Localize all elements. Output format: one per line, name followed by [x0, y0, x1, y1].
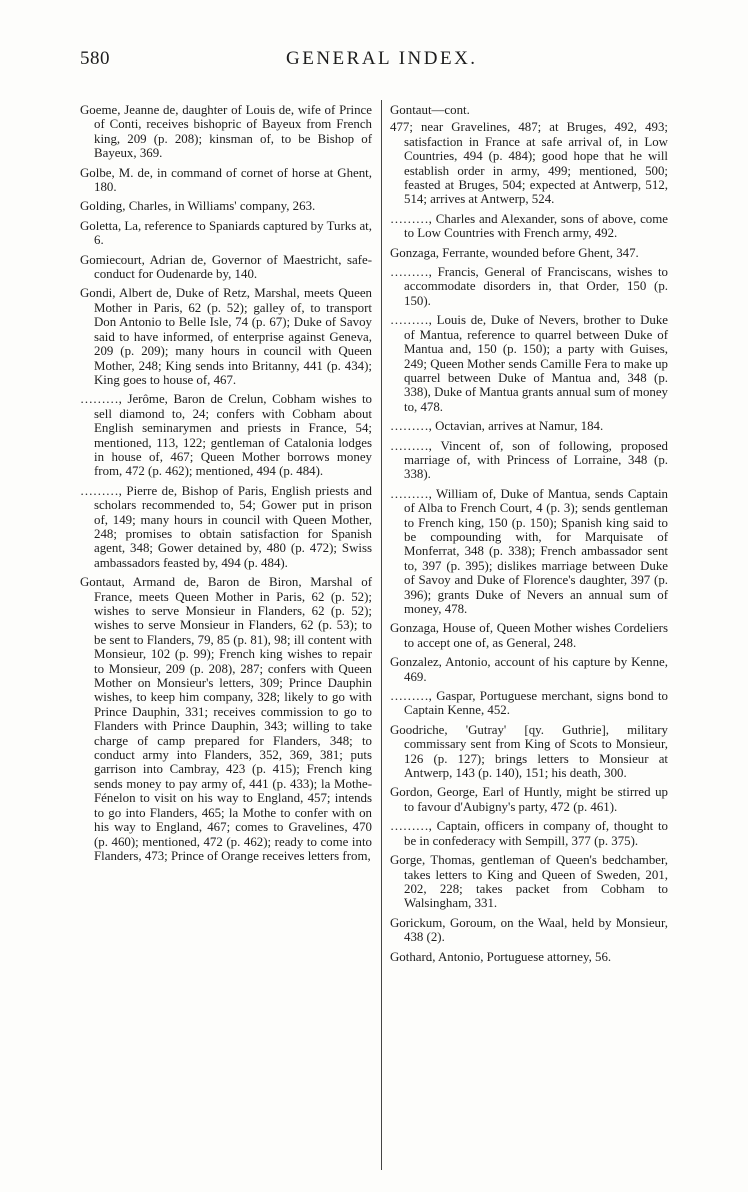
- index-entry: Goletta, La, reference to Spaniards captured by Turks at, 6.: [80, 218, 372, 248]
- index-entry: ………, Jerôme, Baron de Crelun, Cobham wishes to sell diamond to, 24; confers with Cobham about English seminarymen and priests in France, 54; mentioned, 113, 122; gentleman of Catalonia lodges in house of, 467; Queen Mother borrows money from, 472 (p. 462); mentioned, 494 (p. 484).: [80, 392, 372, 479]
- index-entry: ………, Vincent of, son of following, proposed marriage of, with Princess of Lorraine, 348 (p. 338).: [390, 438, 668, 482]
- index-entry: ………, Octavian, arrives at Namur, 184.: [390, 419, 604, 434]
- index-entry: Gorickum, Goroum, on the Waal, held by Monsieur, 438 (2).: [390, 915, 668, 945]
- index-entry: Goeme, Jeanne de, daughter of Louis de, wife of Prince of Conti, receives bishopric of Bayeux from French king, 209 (p. 208); kinsman of, to be Bishop of Bayeux, 369.: [80, 103, 372, 161]
- index-entry: ………, Louis de, Duke of Nevers, brother to Duke of Mantua, reference to quarrel between Duke of Mantua and, 150 (p. 150); a party with Guises, 249; Queen Mother sends Camille Fera to make up quarrel between Duke of Mantua and, 348 (p. 338), Duke of Mantua grants annual sum of money to, 478.: [390, 313, 668, 414]
- continuation-heading: Gontaut—cont.: [390, 103, 470, 117]
- index-entry: Gordon, George, Earl of Huntly, might be stirred up to favour d'Aubigny's party, 472 (p. 461).: [390, 785, 668, 814]
- page-number: 580: [80, 48, 110, 69]
- index-entry: Gonzaga, Ferrante, wounded before Ghent, 347.: [390, 245, 639, 260]
- index-entry: ………, Pierre de, Bishop of Paris, English priests and scholars recommended to, 54; Gower put in prison of, 149; many hours in council with Queen Mother, 248; promises to obtain satisfaction for Spanish agent, 348; Gower detained by, 480 (p. 472); Swiss ambassadors feasted by, 494 (p. 484).: [80, 483, 372, 570]
- index-entry: ………, Charles and Alexander, sons of above, come to Low Countries with French army, 492.: [390, 211, 668, 241]
- index-entry: 477; near Gravelines, 487; at Bruges, 492, 493; satisfaction in France at safe arrival of, in Low Countries, 494 (p. 484); good hope that he will establish order in army, 499; mentioned, 500; feasted at Bruges, 504; expected at Antwerp, 512, 514; arrives at Antwerp, 524.: [390, 120, 668, 207]
- index-entry: Goodriche, 'Gutray' [qy. Guthrie], military commissary sent from King of Scots to Monsieur, 126 (p. 127); brings letters to Monsieur at Antwerp, 143 (p. 140), 151; his death, 300.: [390, 722, 668, 781]
- index-column-left: [80, 103, 372, 868]
- column-divider: [381, 100, 382, 1170]
- index-entry: Gonzaga, House of, Queen Mother wishes Cordeliers to accept one of, as General, 248.: [390, 621, 668, 650]
- running-title: GENERAL INDEX.: [286, 48, 478, 69]
- index-entry: ………, Captain, officers in company of, thought to be in confederacy with Sempill, 377 (p. 375).: [390, 819, 668, 848]
- index-entry: Gonzalez, Antonio, account of his capture by Kenne, 469.: [390, 655, 668, 684]
- index-entry: Golding, Charles, in Williams' company, 263.: [80, 199, 316, 214]
- index-entry: ………, William of, Duke of Mantua, sends Captain of Alba to French Court, 4 (p. 3); sends gentleman to French king, 150 (p. 150); Spanish king said to be compounding with, for Marquisate of Monferrat, 348 (p. 338); French ambassador sent to, 397 (p. 395); dislikes marriage between Duke of Savoy and Duke of Florence's daughter, 397 (p. 396); grants Duke of Nevers an annual sum of money, 478.: [390, 486, 668, 616]
- index-entry: Gontaut, Armand de, Baron de Biron, Marshal of France, meets Queen Mother in Paris, 62 (p. 52); wishes to serve Monsieur in Flanders, 62 (p. 52); wishes to serve Monsieur in Flanders, 62 (p. 53); to be sent to Flanders, 79, 85 (p. 81), 98; ill content with Monsieur, 102 (p. 99); French king wishes to repair to Monsieur, 209 (p. 208), 287; confers with Queen Mother on Monsieur's letters, 309; Prince Dauphin wishes, to keep him company, 328; likely to go with Prince Dauphin, 331; receives commission to go to Flanders with Prince Dauphin, 343; willing to take charge of camp prepared for Flanders, 348; to conduct army into Flanders, 352, 369, 381; puts garrison into Cambray, 423 (p. 415); French king sends money to pay army of, 441 (p. 433); la Mothe-Fénelon to visit on his way to England, 457; intends to go into Flanders, 465; la Mothe to confer with on his way to England, 467; comes to Gravelines, 470 (p. 460); mentioned, 472 (p. 462); ready to come into Flanders, 473; Prince of Orange receives letters from,: [80, 575, 372, 863]
- index-entry: Gorge, Thomas, gentleman of Queen's bedchamber, takes letters to King and Queen of Sweden, 201, 202, 228; takes packet from Cobham to Walsingham, 331.: [390, 853, 668, 911]
- index-entry: ………, Gaspar, Portuguese merchant, signs bond to Captain Kenne, 452.: [390, 689, 668, 718]
- index-entry: Gomiecourt, Adrian de, Governor of Maestricht, safe-conduct for Oudenarde by, 140.: [80, 252, 372, 282]
- index-entry: Golbe, M. de, in command of cornet of horse at Ghent, 180.: [80, 165, 372, 195]
- index-column-right: [390, 103, 668, 969]
- index-entry: ………, Francis, General of Franciscans, wishes to accommodate disorders in, that Order, 150 (p. 150).: [390, 265, 668, 308]
- index-entry: Gondi, Albert de, Duke of Retz, Marshal, meets Queen Mother in Paris, 62 (p. 52); galley of, to transport Don Antonio to Belle Isle, 74 (p. 67); Duke of Savoy said to have informed, of enterprise against Geneva, 209 (p. 209); many hours in council with Queen Mother, 248; King sends into Britanny, 441 (p. 434); King goes to house of, 467.: [80, 286, 372, 387]
- index-entry: Gothard, Antonio, Portuguese attorney, 56.: [390, 949, 612, 964]
